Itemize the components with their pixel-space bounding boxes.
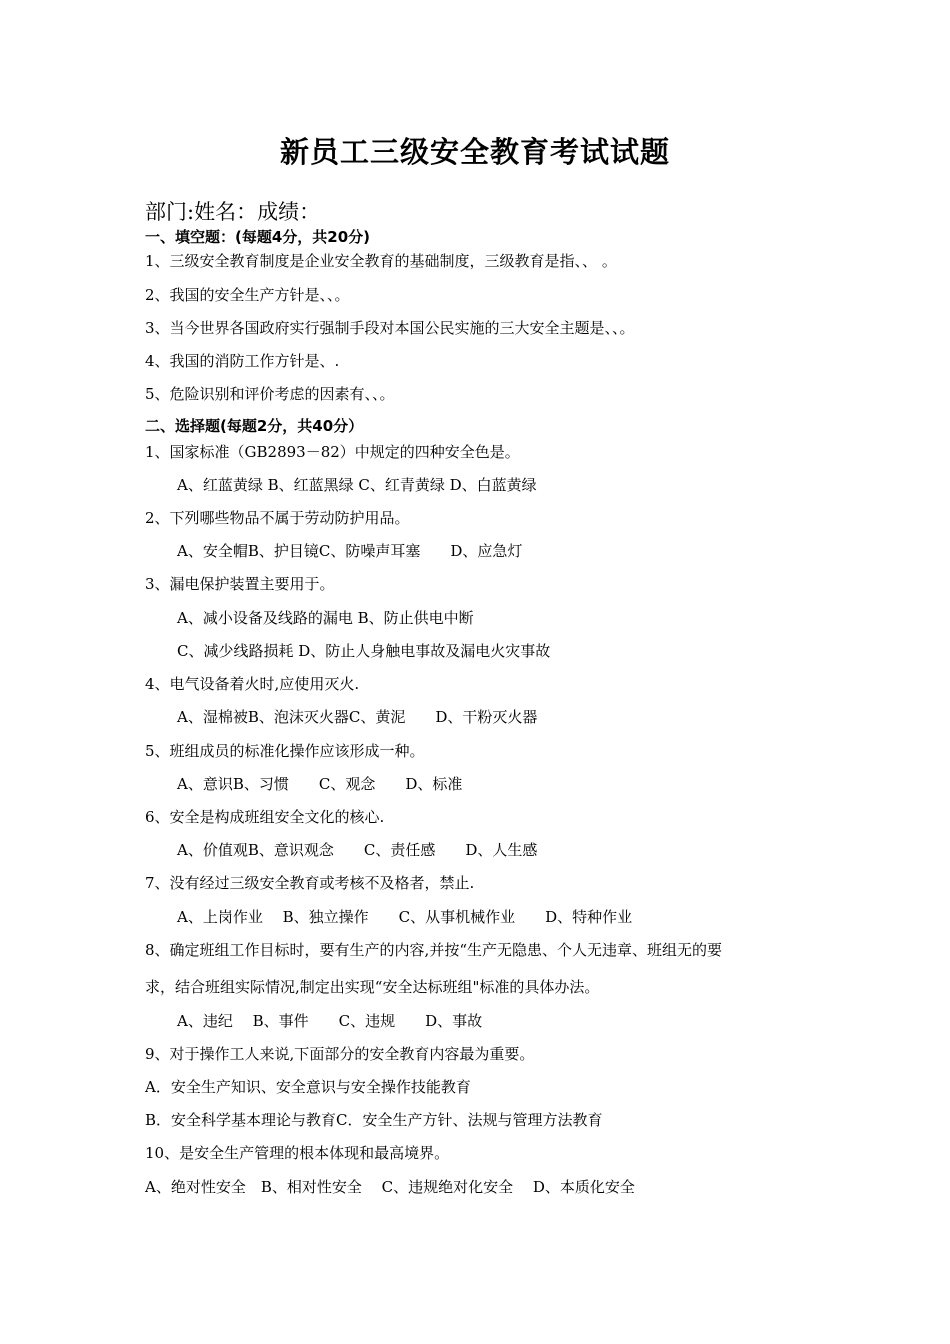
fill-question-2: 2、我国的安全生产方针是、、。 [145, 286, 350, 304]
header-fields: 部门:姓名：成绩： [145, 200, 321, 224]
choice-options-6: A、价值观B、意识观念 C、责任感 D、人生感 [177, 841, 538, 859]
fill-question-5: 5、危险识别和评价考虑的因素有、、。 [145, 385, 395, 403]
choice-options-7: A、上岗作业 B、独立操作 C、从事机械作业 D、特种作业 [177, 908, 633, 926]
choice-options-9b: B．安全科学基本理论与教育C．安全生产方针、法规与管理方法教育 [145, 1111, 603, 1129]
fill-question-1: 1、三级安全教育制度是企业安全教育的基础制度，三级教育是指、、 。 [145, 252, 617, 270]
section1-heading: 一、填空题：(每题4分，共20分) [145, 228, 371, 246]
choice-question-8a: 8、确定班组工作目标时，要有生产的内容,并按“生产无隐患、个人无违章、班组无的要 [145, 941, 722, 959]
choice-options-3b: C、减少线路损耗 D、防止人身触电事故及漏电火灾事故 [177, 642, 551, 660]
choice-options-5: A、意识B、习惯 C、观念 D、标准 [177, 775, 463, 793]
choice-question-6: 6、安全是构成班组安全文化的核心. [145, 808, 385, 826]
choice-question-10: 10、是安全生产管理的根本体现和最高境界。 [145, 1144, 450, 1162]
choice-options-3a: A、减小设备及线路的漏电 B、防止供电中断 [177, 609, 474, 627]
choice-options-4: A、湿棉被B、泡沫灭火器C、黄泥 D、干粉灭火器 [177, 708, 538, 726]
section2-heading: 二、选择题(每题2分，共40分） [145, 417, 364, 435]
choice-question-2: 2、下列哪些物品不属于劳动防护用品。 [145, 509, 410, 527]
choice-question-9: 9、对于操作工人来说,下面部分的安全教育内容最为重要。 [145, 1045, 535, 1063]
choice-question-4: 4、电气设备着火时,应使用灭火. [145, 675, 360, 693]
choice-options-2: A、安全帽B、护目镜C、防噪声耳塞 D、应急灯 [177, 542, 523, 560]
choice-options-1: A、红蓝黄绿 B、红蓝黑绿 C、红青黄绿 D、白蓝黄绿 [177, 476, 537, 494]
choice-options-10: A、绝对性安全 B、相对性安全 C、违规绝对化安全 D、本质化安全 [145, 1178, 635, 1196]
choice-question-3: 3、漏电保护装置主要用于。 [145, 575, 335, 593]
choice-question-5: 5、班组成员的标准化操作应该形成一种。 [145, 742, 425, 760]
page-title: 新员工三级安全教育考试试题 [279, 135, 670, 169]
fill-question-4: 4、我国的消防工作方针是、. [145, 352, 340, 370]
fill-question-3: 3、当今世界各国政府实行强制手段对本国公民实施的三大安全主题是、、。 [145, 319, 635, 337]
choice-question-1: 1、国家标准（GB2893－82）中规定的四种安全色是。 [145, 443, 520, 461]
choice-question-8b: 求，结合班组实际情况,制定出实现“安全达标班组"标准的具体办法。 [145, 978, 600, 996]
choice-options-9a: A．安全生产知识、安全意识与安全操作技能教育 [145, 1078, 471, 1096]
choice-question-7: 7、没有经过三级安全教育或考核不及格者，禁止. [145, 874, 475, 892]
choice-options-8: A、违纪 B、事件 C、违规 D、事故 [177, 1012, 483, 1030]
